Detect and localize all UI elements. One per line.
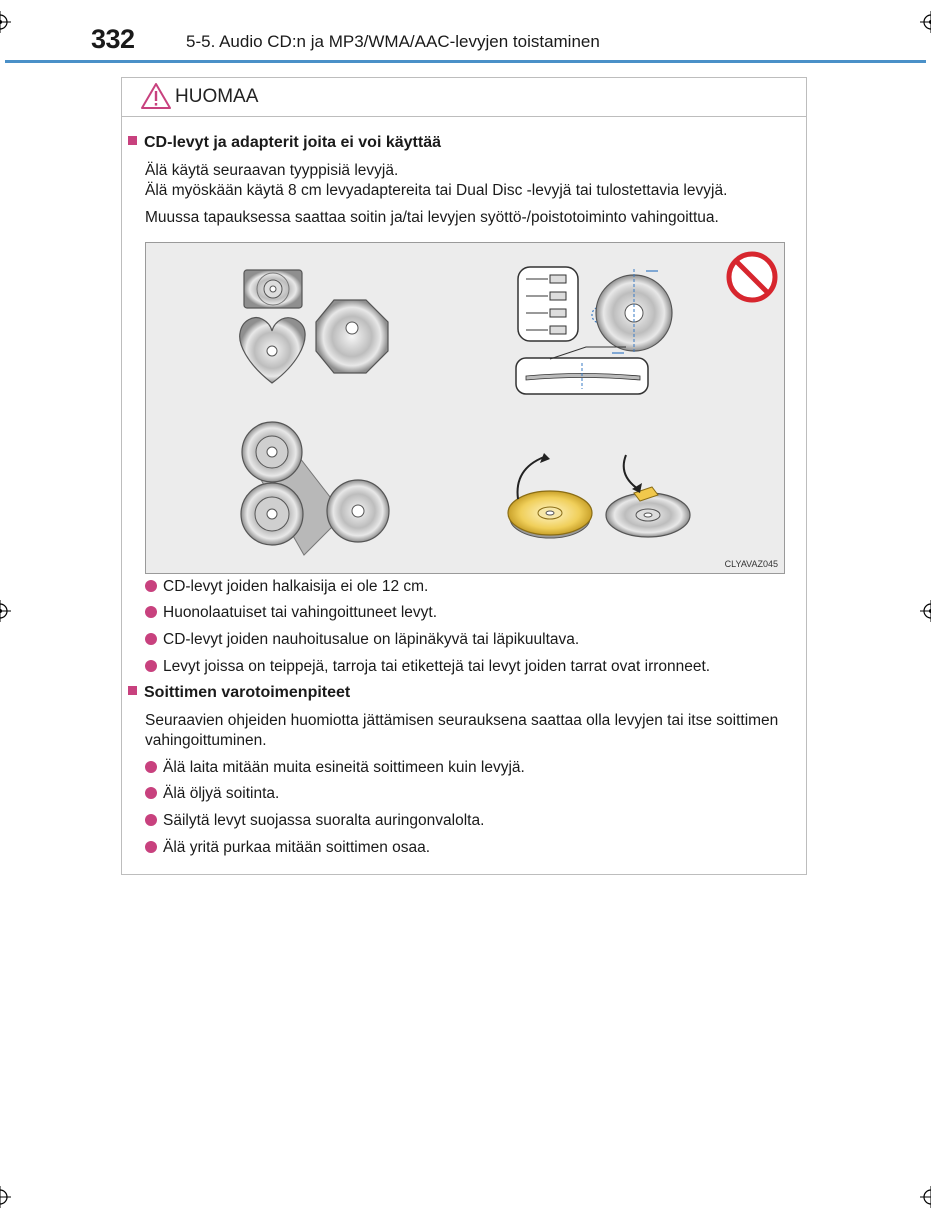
round-bullet-icon	[145, 841, 157, 853]
round-bullet-icon	[145, 660, 157, 672]
list-item: Säilytä levyt suojassa suoralta auringonvalolta.	[145, 812, 484, 830]
round-bullet-icon	[145, 580, 157, 592]
discs-drawing	[146, 243, 784, 573]
caution-title: HUOMAA	[175, 86, 259, 107]
transparent-disc-icon	[516, 267, 672, 394]
round-bullet-icon	[145, 633, 157, 645]
registration-mark-icon	[0, 600, 11, 622]
figure-code: CLYAVAZ045	[724, 559, 778, 569]
list-item: Älä laita mitään muita esineitä soittimeen kuin levyjä.	[145, 759, 525, 777]
page-number: 332	[91, 24, 135, 54]
paragraph-line: Älä käytä seuraavan tyyppisiä levyjä.	[145, 162, 399, 179]
caution-box	[121, 77, 807, 875]
round-bullet-icon	[145, 761, 157, 773]
section-heading: CD-levyt ja adapterit joita ei voi käyttää	[128, 134, 441, 152]
registration-mark-icon	[920, 1186, 931, 1208]
registration-mark-icon	[0, 1186, 11, 1208]
round-bullet-icon	[145, 814, 157, 826]
prohibited-discs-illustration	[145, 242, 785, 574]
caution-header	[122, 78, 806, 117]
section-title: 5-5. Audio CD:n ja MP3/WMA/AAC-levyjen toistaminen	[186, 32, 600, 51]
list-item: CD-levyt joiden halkaisija ei ole 12 cm.	[145, 578, 428, 596]
sticker-disc-icon	[606, 455, 690, 537]
round-bullet-icon	[145, 606, 157, 618]
heart-disc-icon	[240, 318, 305, 383]
label-disc-icon	[508, 453, 592, 538]
section-heading: Soittimen varotoimenpiteet	[128, 684, 350, 702]
header-rule	[5, 60, 926, 63]
square-disc-icon	[244, 270, 302, 308]
list-item: Älä yritä purkaa mitään soittimen osaa.	[145, 839, 430, 857]
list-item: CD-levyt joiden nauhoitusalue on läpinäkyvä tai läpikuultava.	[145, 631, 579, 649]
prohibited-sign-icon	[729, 254, 775, 300]
warning-triangle-icon	[140, 82, 172, 110]
paragraph-line: Älä myöskään käytä 8 cm levyadaptereita tai Dual Disc -levyjä tai tulostettavia levyjä.	[145, 182, 728, 199]
list-item: Huonolaatuiset tai vahingoittuneet levyt.	[145, 604, 437, 622]
registration-mark-icon	[920, 11, 931, 33]
list-item: Levyt joissa on teippejä, tarroja tai etikettejä tai levyt joiden tarrat ovat irronneet.	[145, 658, 710, 676]
paragraph-line: vahingoittuminen.	[145, 732, 267, 749]
list-item: Älä öljyä soitinta.	[145, 785, 279, 803]
paragraph-line: Seuraavien ohjeiden huomiotta jättämisen seurauksena saattaa olla levyjen tai itse soittimen	[145, 712, 779, 729]
adapter-disc-icon	[241, 422, 389, 555]
registration-mark-icon	[920, 600, 931, 622]
octagon-disc-icon	[316, 300, 388, 373]
round-bullet-icon	[145, 787, 157, 799]
square-bullet-icon	[128, 686, 137, 695]
square-bullet-icon	[128, 136, 137, 145]
registration-mark-icon	[0, 11, 11, 33]
paragraph-line: Muussa tapauksessa saattaa soitin ja/tai levyjen syöttö-/poistotoiminto vahingoittua.	[145, 209, 719, 226]
